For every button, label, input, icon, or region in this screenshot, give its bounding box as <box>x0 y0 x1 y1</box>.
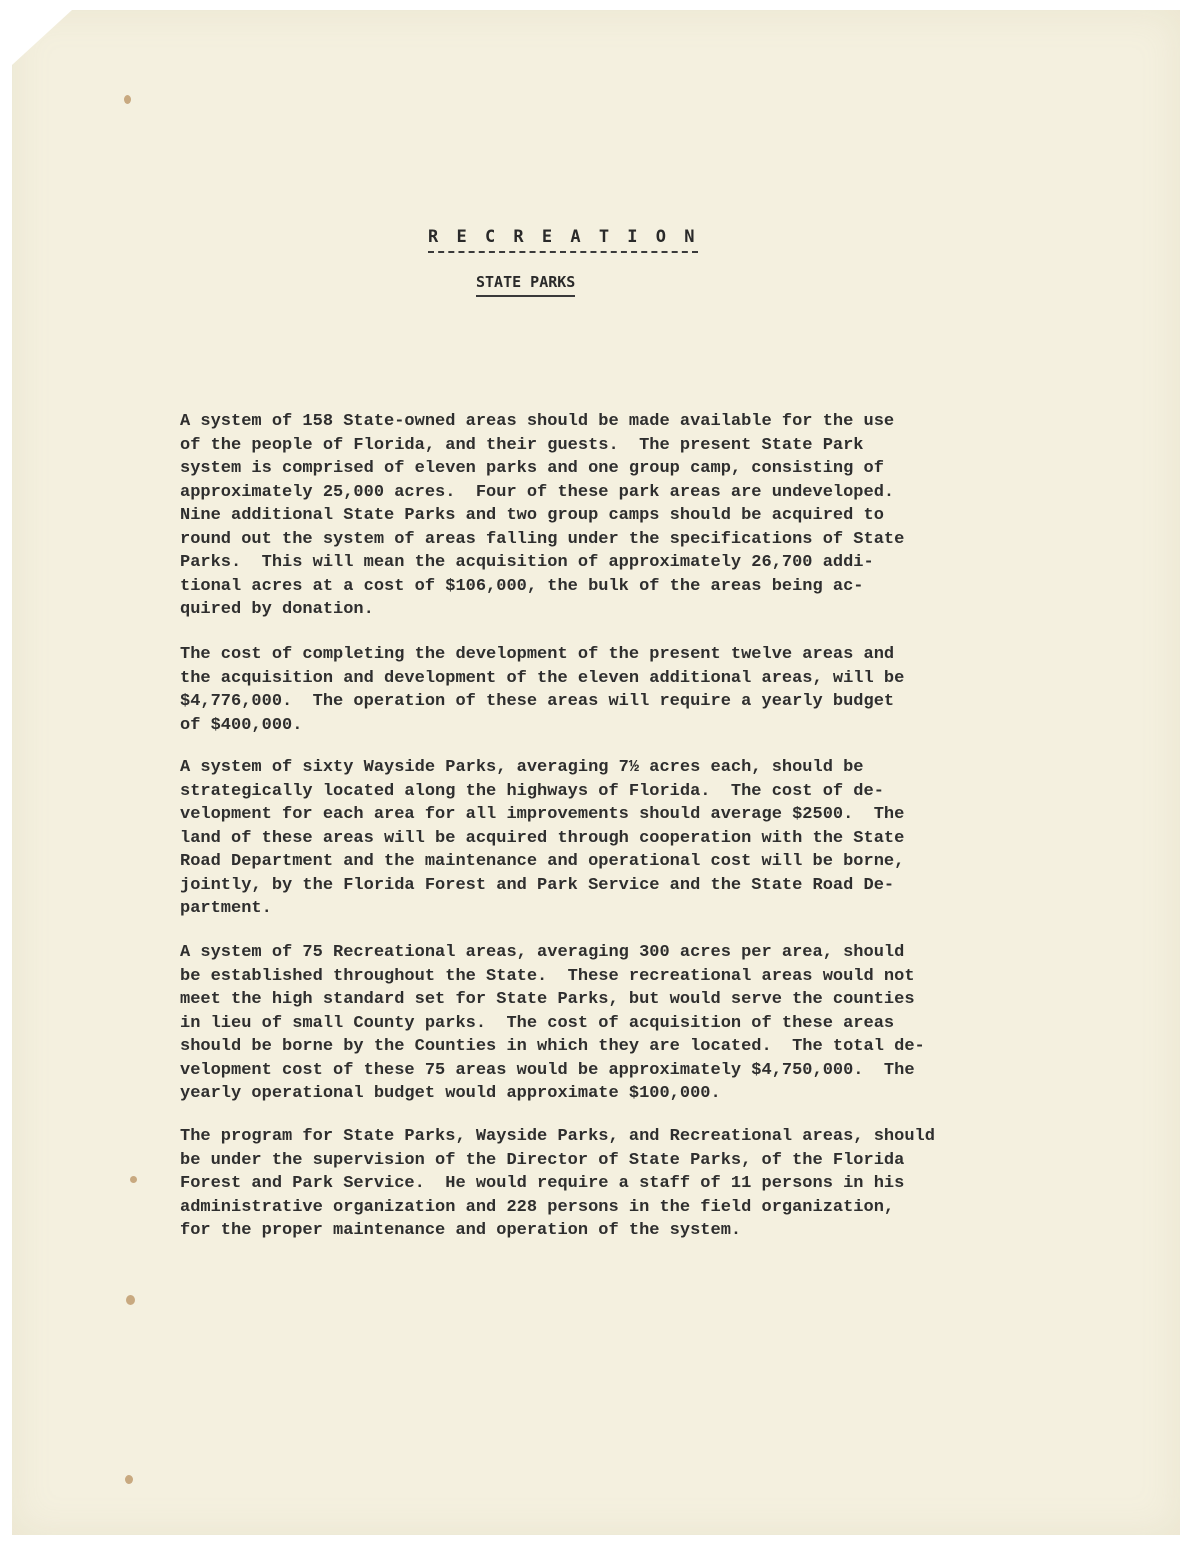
rust-stain <box>124 95 131 104</box>
rust-stain <box>130 1176 137 1183</box>
text-line: land of these areas will be acquired through cooperation with the State <box>180 828 905 848</box>
paragraph-state-owned-areas <box>180 410 1050 622</box>
text-line: administrative organization and 228 persons in the field organization, <box>180 1197 895 1217</box>
text-line: quired by donation. <box>180 600 374 619</box>
text-line: approximately 25,000 acres. Four of these park areas are undeveloped. <box>180 482 895 502</box>
text-line: be under the supervision of the Director of State Parks, of the Florida <box>180 1150 905 1170</box>
text-line: partment. <box>180 899 272 918</box>
text-line: jointly, by the Florida Forest and Park Service and the State Road De- <box>180 875 895 895</box>
paragraph-wayside-parks <box>180 756 1050 921</box>
paragraph-recreational-areas <box>180 941 1050 1106</box>
text-line: of the people of Florida, and their guests. The present State Park <box>180 435 864 455</box>
text-line: meet the high standard set for State Parks, but would serve the counties <box>180 990 915 1009</box>
text-line: Nine additional State Parks and two group camps should be acquired to <box>180 506 884 525</box>
page-title: R E C R E A T I O N <box>428 227 698 253</box>
text-line: A system of sixty Wayside Parks, averaging 7½ acres each, should be <box>180 758 864 777</box>
text-line: in lieu of small County parks. The cost of acquisition of these areas <box>180 1013 895 1033</box>
text-line: the acquisition and development of the eleven additional areas, will be <box>180 668 905 688</box>
text-line: The cost of completing the development of the present twelve areas and <box>180 645 895 664</box>
paragraph-development-cost <box>180 643 1050 737</box>
paragraph-program-supervision <box>180 1125 1050 1243</box>
text-line: $4,776,000. The operation of these areas will require a yearly budget <box>180 692 895 711</box>
text-line: A system of 158 State-owned areas should be made available for the use <box>180 412 895 431</box>
rust-stain <box>125 1475 133 1484</box>
page-subtitle: STATE PARKS <box>476 273 575 297</box>
text-line: strategically located along the highways of Florida. The cost of de- <box>180 781 884 801</box>
text-line: be established throughout the State. These recreational areas would not <box>180 966 915 986</box>
text-line: A system of 75 Recreational areas, averaging 300 acres per area, should <box>180 943 905 962</box>
rust-stain <box>126 1295 135 1305</box>
text-line: yearly operational budget would approximate $100,000. <box>180 1084 721 1103</box>
text-line: for the proper maintenance and operation of the system. <box>180 1221 742 1240</box>
text-line: system is comprised of eleven parks and one group camp, consisting of <box>180 459 884 478</box>
text-line: should be borne by the Counties in which they are located. The total de- <box>180 1037 925 1056</box>
text-line: Parks. This will mean the acquisition of approximately 26,700 addi- <box>180 553 874 572</box>
text-line: tional acres at a cost of $106,000, the bulk of the areas being ac- <box>180 576 864 596</box>
text-line: Road Department and the maintenance and operational cost will be borne, <box>180 852 905 871</box>
text-line: The program for State Parks, Wayside Parks, and Recreational areas, should <box>180 1127 935 1146</box>
text-line: velopment cost of these 75 areas would be approximately $4,750,000. The <box>180 1060 915 1080</box>
text-line: Forest and Park Service. He would require a staff of 11 persons in his <box>180 1174 905 1193</box>
text-line: of $400,000. <box>180 715 303 735</box>
text-line: velopment for each area for all improvements should average $2500. The <box>180 805 905 824</box>
text-line: round out the system of areas falling under the specifications of State <box>180 529 905 549</box>
